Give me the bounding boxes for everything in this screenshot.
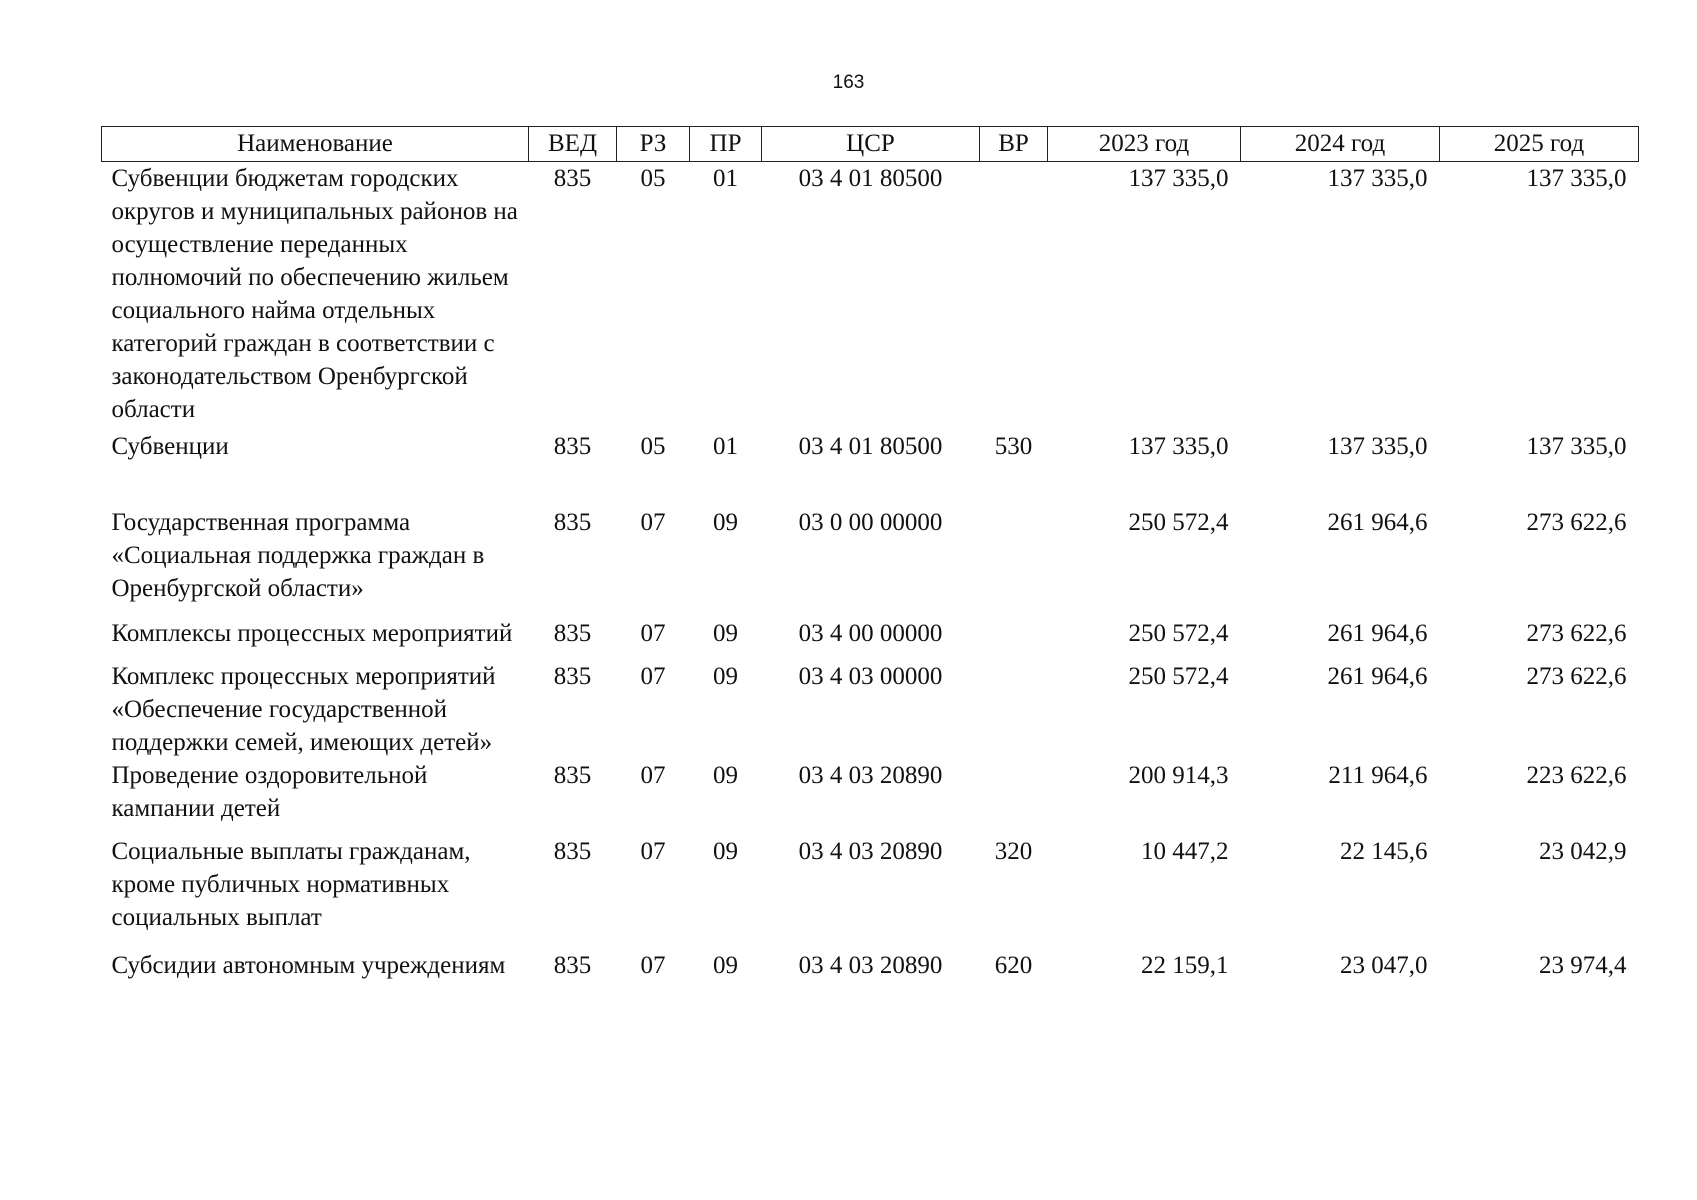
row-ved: 835 xyxy=(553,663,592,690)
row-rz: 07 xyxy=(640,838,666,865)
table-row xyxy=(102,162,1639,431)
row-vr: 320 xyxy=(994,838,1033,865)
row-2023: 137 335,0 xyxy=(1128,433,1229,460)
row-2025: 273 622,6 xyxy=(1526,509,1627,536)
row-rz: 07 xyxy=(640,762,666,789)
row-pr: 01 xyxy=(713,165,738,192)
row-2024: 261 964,6 xyxy=(1327,509,1428,536)
row-csr: 03 4 03 00000 xyxy=(798,663,943,690)
header-row xyxy=(102,127,1639,162)
table-row xyxy=(102,430,1639,506)
row-vr: 620 xyxy=(994,952,1033,979)
row-csr: 03 4 03 20890 xyxy=(798,952,943,979)
row-2025: 137 335,0 xyxy=(1526,165,1627,192)
row-name: Государственная программа «Социальная поддержка граждан в Оренбургской области» xyxy=(111,509,485,602)
header-csr: ЦСР xyxy=(762,127,980,162)
row-pr: 09 xyxy=(713,838,738,865)
row-rz: 07 xyxy=(640,620,666,647)
row-name: Комплексы процессных мероприятий xyxy=(111,620,513,647)
row-name: Социальные выплаты гражданам, кроме публичных нормативных социальных выплат xyxy=(111,838,471,931)
row-vr xyxy=(980,660,1048,759)
header-2025: 2025 год xyxy=(1440,127,1639,162)
row-2024: 261 964,6 xyxy=(1327,620,1428,647)
row-name: Проведение оздоровительной кампании детей xyxy=(111,762,428,822)
row-csr: 03 4 01 80500 xyxy=(798,433,943,460)
table-row xyxy=(102,949,1639,982)
header-name: Наименование xyxy=(102,127,529,162)
row-2023: 137 335,0 xyxy=(1128,165,1229,192)
table-row xyxy=(102,759,1639,835)
table-row xyxy=(102,660,1639,759)
row-2025: 137 335,0 xyxy=(1526,433,1627,460)
row-2024: 261 964,6 xyxy=(1327,663,1428,690)
row-rz: 05 xyxy=(640,165,666,192)
table-body xyxy=(102,162,1639,983)
row-csr: 03 4 01 80500 xyxy=(798,165,943,192)
row-2023: 200 914,3 xyxy=(1128,762,1229,789)
row-vr xyxy=(980,162,1048,431)
row-2023: 250 572,4 xyxy=(1128,663,1229,690)
row-pr: 09 xyxy=(713,952,738,979)
header-2023: 2023 год xyxy=(1048,127,1241,162)
row-2025: 23 042,9 xyxy=(1539,838,1627,865)
row-2023: 22 159,1 xyxy=(1141,952,1229,979)
row-rz: 07 xyxy=(640,952,666,979)
row-2023: 10 447,2 xyxy=(1141,838,1229,865)
row-2024: 211 964,6 xyxy=(1328,762,1428,789)
row-2024: 137 335,0 xyxy=(1327,165,1428,192)
row-vr: 530 xyxy=(994,433,1033,460)
header-pr: ПР xyxy=(690,127,762,162)
row-name: Субсидии автономным учреждениям xyxy=(111,952,506,979)
header-2024: 2024 год xyxy=(1241,127,1440,162)
row-pr: 09 xyxy=(713,620,738,647)
table-header xyxy=(102,127,1639,162)
row-csr: 03 4 00 00000 xyxy=(798,620,943,647)
row-2025: 223 622,6 xyxy=(1526,762,1627,789)
row-2025: 23 974,4 xyxy=(1539,952,1627,979)
row-2024: 22 145,6 xyxy=(1340,838,1428,865)
row-2023: 250 572,4 xyxy=(1128,620,1229,647)
row-pr: 01 xyxy=(713,433,738,460)
header-vr: ВР xyxy=(980,127,1048,162)
row-2024: 137 335,0 xyxy=(1327,433,1428,460)
row-name: Субвенции xyxy=(111,433,229,460)
row-ved: 835 xyxy=(553,620,592,647)
row-pr: 09 xyxy=(713,663,738,690)
row-ved: 835 xyxy=(553,952,592,979)
row-ved: 835 xyxy=(553,762,592,789)
row-ved: 835 xyxy=(553,838,592,865)
row-ved: 835 xyxy=(553,509,592,536)
row-2023: 250 572,4 xyxy=(1128,509,1229,536)
row-ved: 835 xyxy=(553,165,592,192)
table-row xyxy=(102,835,1639,949)
row-rz: 07 xyxy=(640,509,666,536)
header-rz: РЗ xyxy=(617,127,690,162)
row-2024: 23 047,0 xyxy=(1340,952,1428,979)
row-rz: 07 xyxy=(640,663,666,690)
row-rz: 05 xyxy=(640,433,666,460)
row-csr: 03 4 03 20890 xyxy=(798,762,943,789)
row-2025: 273 622,6 xyxy=(1526,663,1627,690)
table-row xyxy=(102,506,1639,617)
row-2025: 273 622,6 xyxy=(1526,620,1627,647)
row-pr: 09 xyxy=(713,762,738,789)
row-vr xyxy=(980,506,1048,617)
row-name: Комплекс процессных мероприятий «Обеспечение государственной поддержки семей, имеющих детей» xyxy=(111,663,496,756)
row-csr: 03 4 03 20890 xyxy=(798,838,943,865)
row-ved: 835 xyxy=(553,433,592,460)
header-ved: ВЕД xyxy=(529,127,617,162)
row-csr: 03 0 00 00000 xyxy=(798,509,943,536)
row-vr xyxy=(980,759,1048,835)
row-pr: 09 xyxy=(713,509,738,536)
table-row xyxy=(102,617,1639,660)
budget-table xyxy=(101,126,1639,982)
row-name: Субвенции бюджетам городских округов и муниципальных районов на осуществление переданных полномочий по обеспечению жильем социального найма отдельных категорий граждан в соответствии с законодательством Оренбургской области xyxy=(111,165,518,423)
page-number: 163 xyxy=(832,72,865,93)
row-vr xyxy=(980,617,1048,660)
